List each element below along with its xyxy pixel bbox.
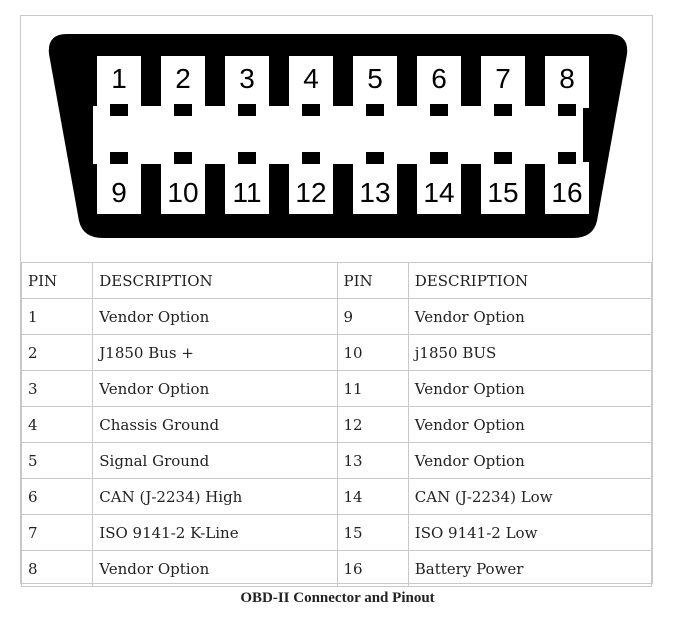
pin-contact [302,104,320,116]
pin-number: 3 [22,371,93,407]
header-pin-right: PIN [337,263,408,299]
connector-drawing [21,16,654,262]
pin-contact [430,104,448,116]
pin-contact [494,104,512,116]
pin-contact [110,104,128,116]
pin-contact [366,104,384,116]
figure-caption: OBD-II Connector and Pinout [240,590,435,606]
pin-label: 10 [167,177,199,208]
pin-label: 8 [559,63,575,94]
pin-number: 12 [337,407,408,443]
pin-number: 7 [22,515,93,551]
pin-contact [174,104,192,116]
obd2-connector-diagram [21,16,654,262]
pin-label: 2 [175,63,191,94]
pin-contact [430,152,448,164]
pin-number: 6 [22,479,93,515]
pin-number: 1 [22,299,93,335]
pin-description: ISO 9141-2 Low [408,515,651,551]
header-description-left: DESCRIPTION [93,263,337,299]
pin-description: CAN (J-2234) High [93,479,337,515]
pin-contact [110,152,128,164]
pin-description: Signal Ground [93,443,337,479]
table-row [22,443,652,479]
table-row [22,299,652,335]
pin-description: Vendor Option [408,371,651,407]
pin-label: 7 [495,63,511,94]
pin-description: Vendor Option [93,371,337,407]
pin-label: 4 [303,63,319,94]
pin-label: 6 [431,63,447,94]
pin-contact [366,152,384,164]
pin-number: 9 [337,299,408,335]
table-row [22,479,652,515]
pin-label: 16 [551,177,583,208]
table-row [22,371,652,407]
pin-label: 9 [111,177,127,208]
pin-description: j1850 BUS [408,335,651,371]
pin-label: 13 [359,177,391,208]
pin-number: 14 [337,479,408,515]
pin-number: 16 [337,551,408,587]
pin-contact [302,152,320,164]
pin-number: 8 [22,551,93,587]
pin-number: 2 [22,335,93,371]
pin-contact [558,104,576,116]
pin-contact [238,104,256,116]
table-row [22,515,652,551]
pin-label: 5 [367,63,383,94]
header-pin-left: PIN [22,263,93,299]
pin-description: Vendor Option [408,299,651,335]
table-row [22,551,652,587]
pin-description: CAN (J-2234) Low [408,479,651,515]
pin-contact [238,152,256,164]
pin-label: 15 [487,177,519,208]
pin-label: 14 [423,177,455,208]
pin-description: Chassis Ground [93,407,337,443]
pinout-figure [20,15,653,584]
pin-number: 4 [22,407,93,443]
pin-description: Vendor Option [93,299,337,335]
pin-label: 1 [111,63,127,94]
pin-number: 5 [22,443,93,479]
pin-number: 10 [337,335,408,371]
pinout-table [21,262,652,587]
table-row [22,335,652,371]
pin-number: 11 [337,371,408,407]
pin-description: J1850 Bus + [93,335,337,371]
pin-label: 12 [295,177,327,208]
table-row [22,407,652,443]
pin-label: 3 [239,63,255,94]
pin-label: 11 [232,177,262,208]
table-header-row [22,263,652,299]
pin-contact [558,152,576,164]
pin-contact [494,152,512,164]
pin-description: Vendor Option [93,551,337,587]
header-description-right: DESCRIPTION [408,263,651,299]
pin-number: 15 [337,515,408,551]
pin-description: Vendor Option [408,443,651,479]
pin-description: Vendor Option [408,407,651,443]
pin-description: Battery Power [408,551,651,587]
pin-contact [174,152,192,164]
pin-description: ISO 9141-2 K-Line [93,515,337,551]
pin-number: 13 [337,443,408,479]
